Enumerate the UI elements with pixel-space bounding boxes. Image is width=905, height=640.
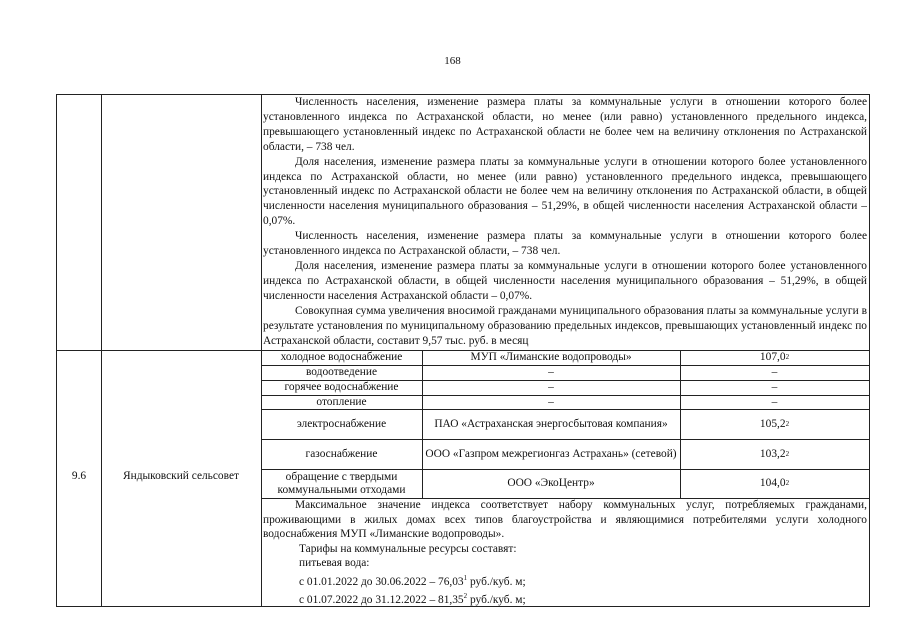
service-provider: МУП «Лиманские водопроводы» — [470, 351, 632, 363]
paragraph: Максимальное значение индекса соответствует набору коммунальных услуг, потребляемых гражданами, проживающими в жилых домах всех типов благоустройства и являющимися потребителями услуги холодного водоснабжения МУП «Лиманские водопроводы». — [263, 499, 867, 541]
service-index: 103,2 2 — [759, 447, 790, 460]
service-provider: – — [548, 395, 554, 408]
paragraph: Совокупная сумма увеличения вносимой гражданами муниципального образования платы за коммунальные услуги в результате установления по муниципальному образованию предельных индексов, превышающих установленный индекс по Астраханской области, составит 9,57 тыс. руб. в месяц — [263, 304, 867, 347]
row-name: Яндыковский сельсовет — [123, 470, 239, 482]
water-label: питьевая вода: — [299, 557, 370, 570]
service-name: обращение с твердыми коммунальными отходами — [277, 470, 406, 496]
paragraph: Доля населения, изменение размера платы за коммунальные услуги в отношении которого более установленного индекса по Астраханской области, в общей численности населения муниципального образования – 51,29%, в общей численности населения Астраханской области – 0,07%. — [263, 259, 867, 302]
tariffs-heading: Тарифы на коммунальные ресурсы составят: — [299, 542, 517, 555]
lower-text-block — [263, 498, 867, 608]
paragraph: Численность населения, изменение размера платы за коммунальные услуги в отношении которого более установленного индекса по Астраханской области, – 738 чел. — [263, 230, 867, 258]
service-provider: – — [548, 366, 554, 378]
service-index: 104,0 2 — [759, 477, 790, 489]
service-index: – — [771, 381, 778, 393]
service-index: 105,2 2 — [759, 417, 790, 430]
tariff-line: с 01.01.2022 до 30.06.2022 – 76,03$^1$ руб./куб. м; — [299, 573, 526, 588]
service-name: электроснабжение — [296, 417, 387, 430]
service-index: – — [771, 366, 778, 378]
page-number: 168 — [444, 55, 461, 67]
service-provider: – — [548, 381, 554, 393]
service-name: отопление — [316, 395, 367, 408]
service-name: газоснабжение — [305, 447, 378, 460]
service-name: горячее водоснабжение — [284, 381, 399, 393]
service-provider: ПАО «Астраханская энергосбытовая компания» — [434, 417, 668, 430]
paragraph: Доля населения, изменение размера платы за коммунальные услуги в отношении которого более установленного индекса по Астраханской области, но менее (или равно) установленного предельного индекса, превышающего установленный индекс по Астраханской области не более чем на величину отклонения по Астраханской области, в общей численности населения муниципального образования – 51,29%, в общей численности населения Астраханской области – 0,07%. — [263, 155, 867, 228]
service-index: – — [771, 395, 778, 408]
row-number: 9.6 — [71, 470, 87, 482]
document-table — [56, 94, 870, 607]
service-name: водоотведение — [306, 366, 377, 378]
tariff-line: с 01.07.2022 до 31.12.2022 – 81,35$^2$ руб./куб. м; — [299, 592, 526, 607]
upper-text-block — [263, 95, 867, 350]
service-provider: ООО «Газпром межрегионгаз Астрахань» (сетевой) — [425, 447, 677, 460]
service-provider: ООО «ЭкоЦентр» — [507, 477, 595, 489]
paragraph: Численность населения, изменение размера платы за коммунальные услуги в отношении которого более установленного индекса по Астраханской области, но менее (или равно) установленного предельного индекса, превышающего установленный индекс по Астраханской области не более чем на величину отклонения по Астраханской области, – 738 чел. — [263, 96, 867, 153]
service-index: 107,0 2 — [759, 351, 790, 363]
service-name: холодное водоснабжение — [280, 351, 403, 363]
